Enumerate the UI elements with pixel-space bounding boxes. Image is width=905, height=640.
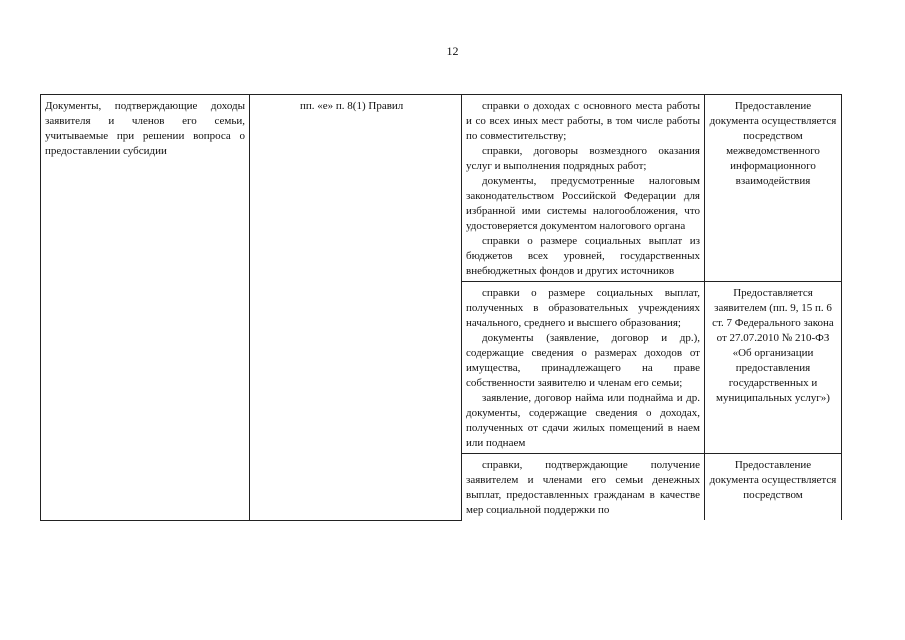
requirements-table (40, 94, 842, 521)
document-item: справки о размере социальных выплат, полученных в образовательных учреждениях начального, среднего и высшего образования; (466, 287, 700, 329)
document-item: документы (заявление, договор и др.), содержащие сведения о размерах доходов от имущества, принадлежащего на праве собственности заявителю и членам его семьи; (466, 332, 700, 389)
document-item: заявление, договор найма или поднайма и др. документы, содержащие сведения о доходах, полученных от сдачи жилых помещений в наем или поднаем (466, 392, 700, 449)
document-item: документы, предусмотренные налоговым законодательством Российской Федерации для избранной ими системы налогообложения, что удостоверяется документом налогового органа (466, 175, 700, 232)
document-name-text: Документы, подтверждающие доходы заявителя и членов его семьи, учитываемые при решении вопроса о предоставлении субсидии (45, 100, 245, 157)
page-number: 12 (446, 44, 459, 58)
method-cell (705, 454, 842, 521)
documents-cell (462, 95, 705, 282)
document-item: справки о размере социальных выплат из бюджетов всех уровней, государственных внебюджетных фондов и других источников (466, 235, 700, 277)
document-item: справки о доходах с основного места работы и со всех иных мест работы, в том числе работы по совместительству; (466, 100, 700, 142)
documents-cell (462, 282, 705, 454)
legal-basis-cell (250, 95, 462, 521)
legal-basis-text: пп. «е» п. 8(1) Правил (300, 100, 404, 112)
method-cell (705, 95, 842, 282)
method-text: Предоставляется заявителем (пп. 9, 15 п. 6 ст. 7 Федерального закона от 27.07.2010 № 210-ФЗ «Об организации предоставления государственных и муниципальных услуг») (712, 287, 834, 404)
table-row (41, 95, 842, 282)
method-cell (705, 282, 842, 454)
document-item: справки, подтверждающие получение заявителем и членами его семьи денежных выплат, предоставленных гражданам в качестве мер социальной поддержки по (466, 459, 700, 516)
document-name-cell (41, 95, 250, 521)
method-text: Предоставление документа осуществляется посредством межведомственного информационного взаимодействия (709, 100, 837, 187)
method-text: Предоставление документа осуществляется посредством (709, 459, 837, 501)
documents-cell (462, 454, 705, 521)
document-item: справки, договоры возмездного оказания услуг и выполнения подрядных работ; (466, 145, 700, 172)
